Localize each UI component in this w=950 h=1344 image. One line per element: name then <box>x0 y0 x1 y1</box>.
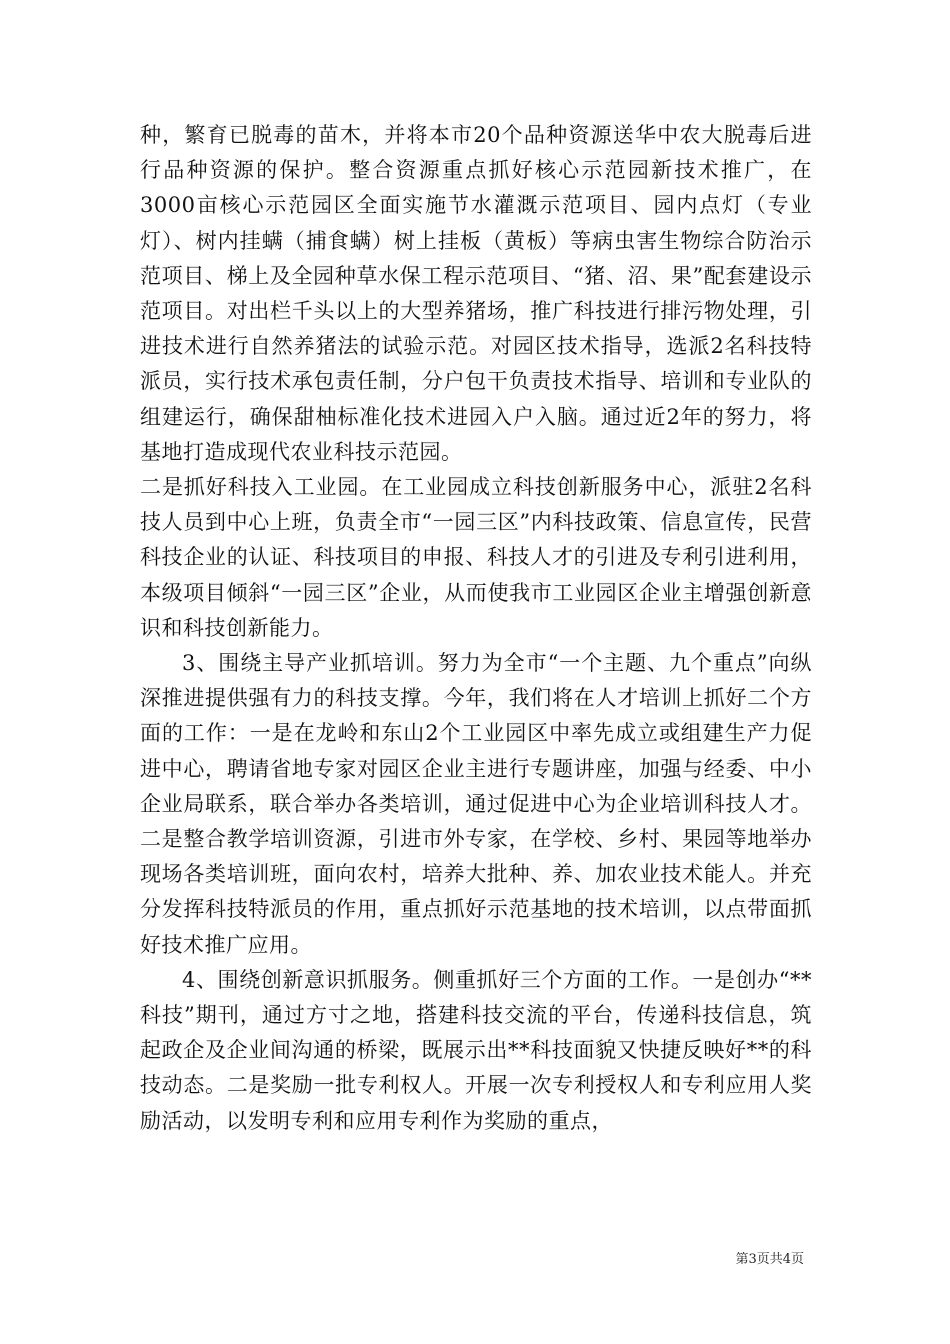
body-text <box>140 118 812 1139</box>
paragraph-industrial-park: 二是抓好科技入工业园。在工业园成立科技创新服务中心，派驻2名科技人员到中心上班，负责全市“一园三区”内科技政策、信息宣传，民营科技企业的认证、科技项目的申报、科技人才的引进及专利引进利用，本级项目倾斜“一园三区”企业，从而使我市工业园区企业主增强创新意识和科技创新能力。 <box>140 475 812 640</box>
page-number: 第3页共4页 <box>735 1252 804 1267</box>
paragraph-training: 3、围绕主导产业抓培训。努力为全市“一个主题、九个重点”向纵深推进提供强有力的科技支撑。今年，我们将在人才培训上抓好二个方面的工作：一是在龙岭和东山2个工业园区中率先成立或组建生产力促进中心，聘请省地专家对园区企业主进行专题讲座，加强与经委、中小企业局联系，联合举办各类培训，通过促进中心为企业培训科技人才。二是整合教学培训资源，引进市外专家，在学校、乡村、果园等地举办现场各类培训班，面向农村，培养大批种、养、加农业技术能人。并充分发挥科技特派员的作用，重点抓好示范基地的技术培训，以点带面抓好技术推广应用。 <box>140 651 812 957</box>
paragraph-continuation: 种，繁育已脱毒的苗木，并将本市20个品种资源送华中农大脱毒后进行品种资源的保护。整合资源重点抓好核心示范园新技术推广，在3000亩核心示范园区全面实施节水灌溉示范项目、园内点灯（专业灯）、树内挂螨（捕食螨）树上挂板（黄板）等病虫害生物综合防治示范项目、梯上及全园种草水保工程示范项目、“猪、沼、果”配套建设示范项目。对出栏千头以上的大型养猪场，推广科技进行排污物处理，引进技术进行自然养猪法的试验示范。对园区技术指导，选派2名科技特派员，实行技术承包责任制，分户包干负责技术指导、培训和专业队的组建运行，确保甜柚标准化技术进园入户入脑。通过近2年的努力，将基地打造成现代农业科技示范园。 <box>140 123 812 464</box>
paragraph-service: 4、围绕创新意识抓服务。侧重抓好三个方面的工作。一是创办“**科技”期刊，通过方寸之地，搭建科技交流的平台，传递科技信息，筑起政企及企业间沟通的桥梁，既展示出**科技面貌又快捷反映好**的科技动态。二是奖励一批专利权人。开展一次专利授权人和专利应用人奖励活动，以发明专利和应用专利作为奖励的重点， <box>140 967 812 1133</box>
